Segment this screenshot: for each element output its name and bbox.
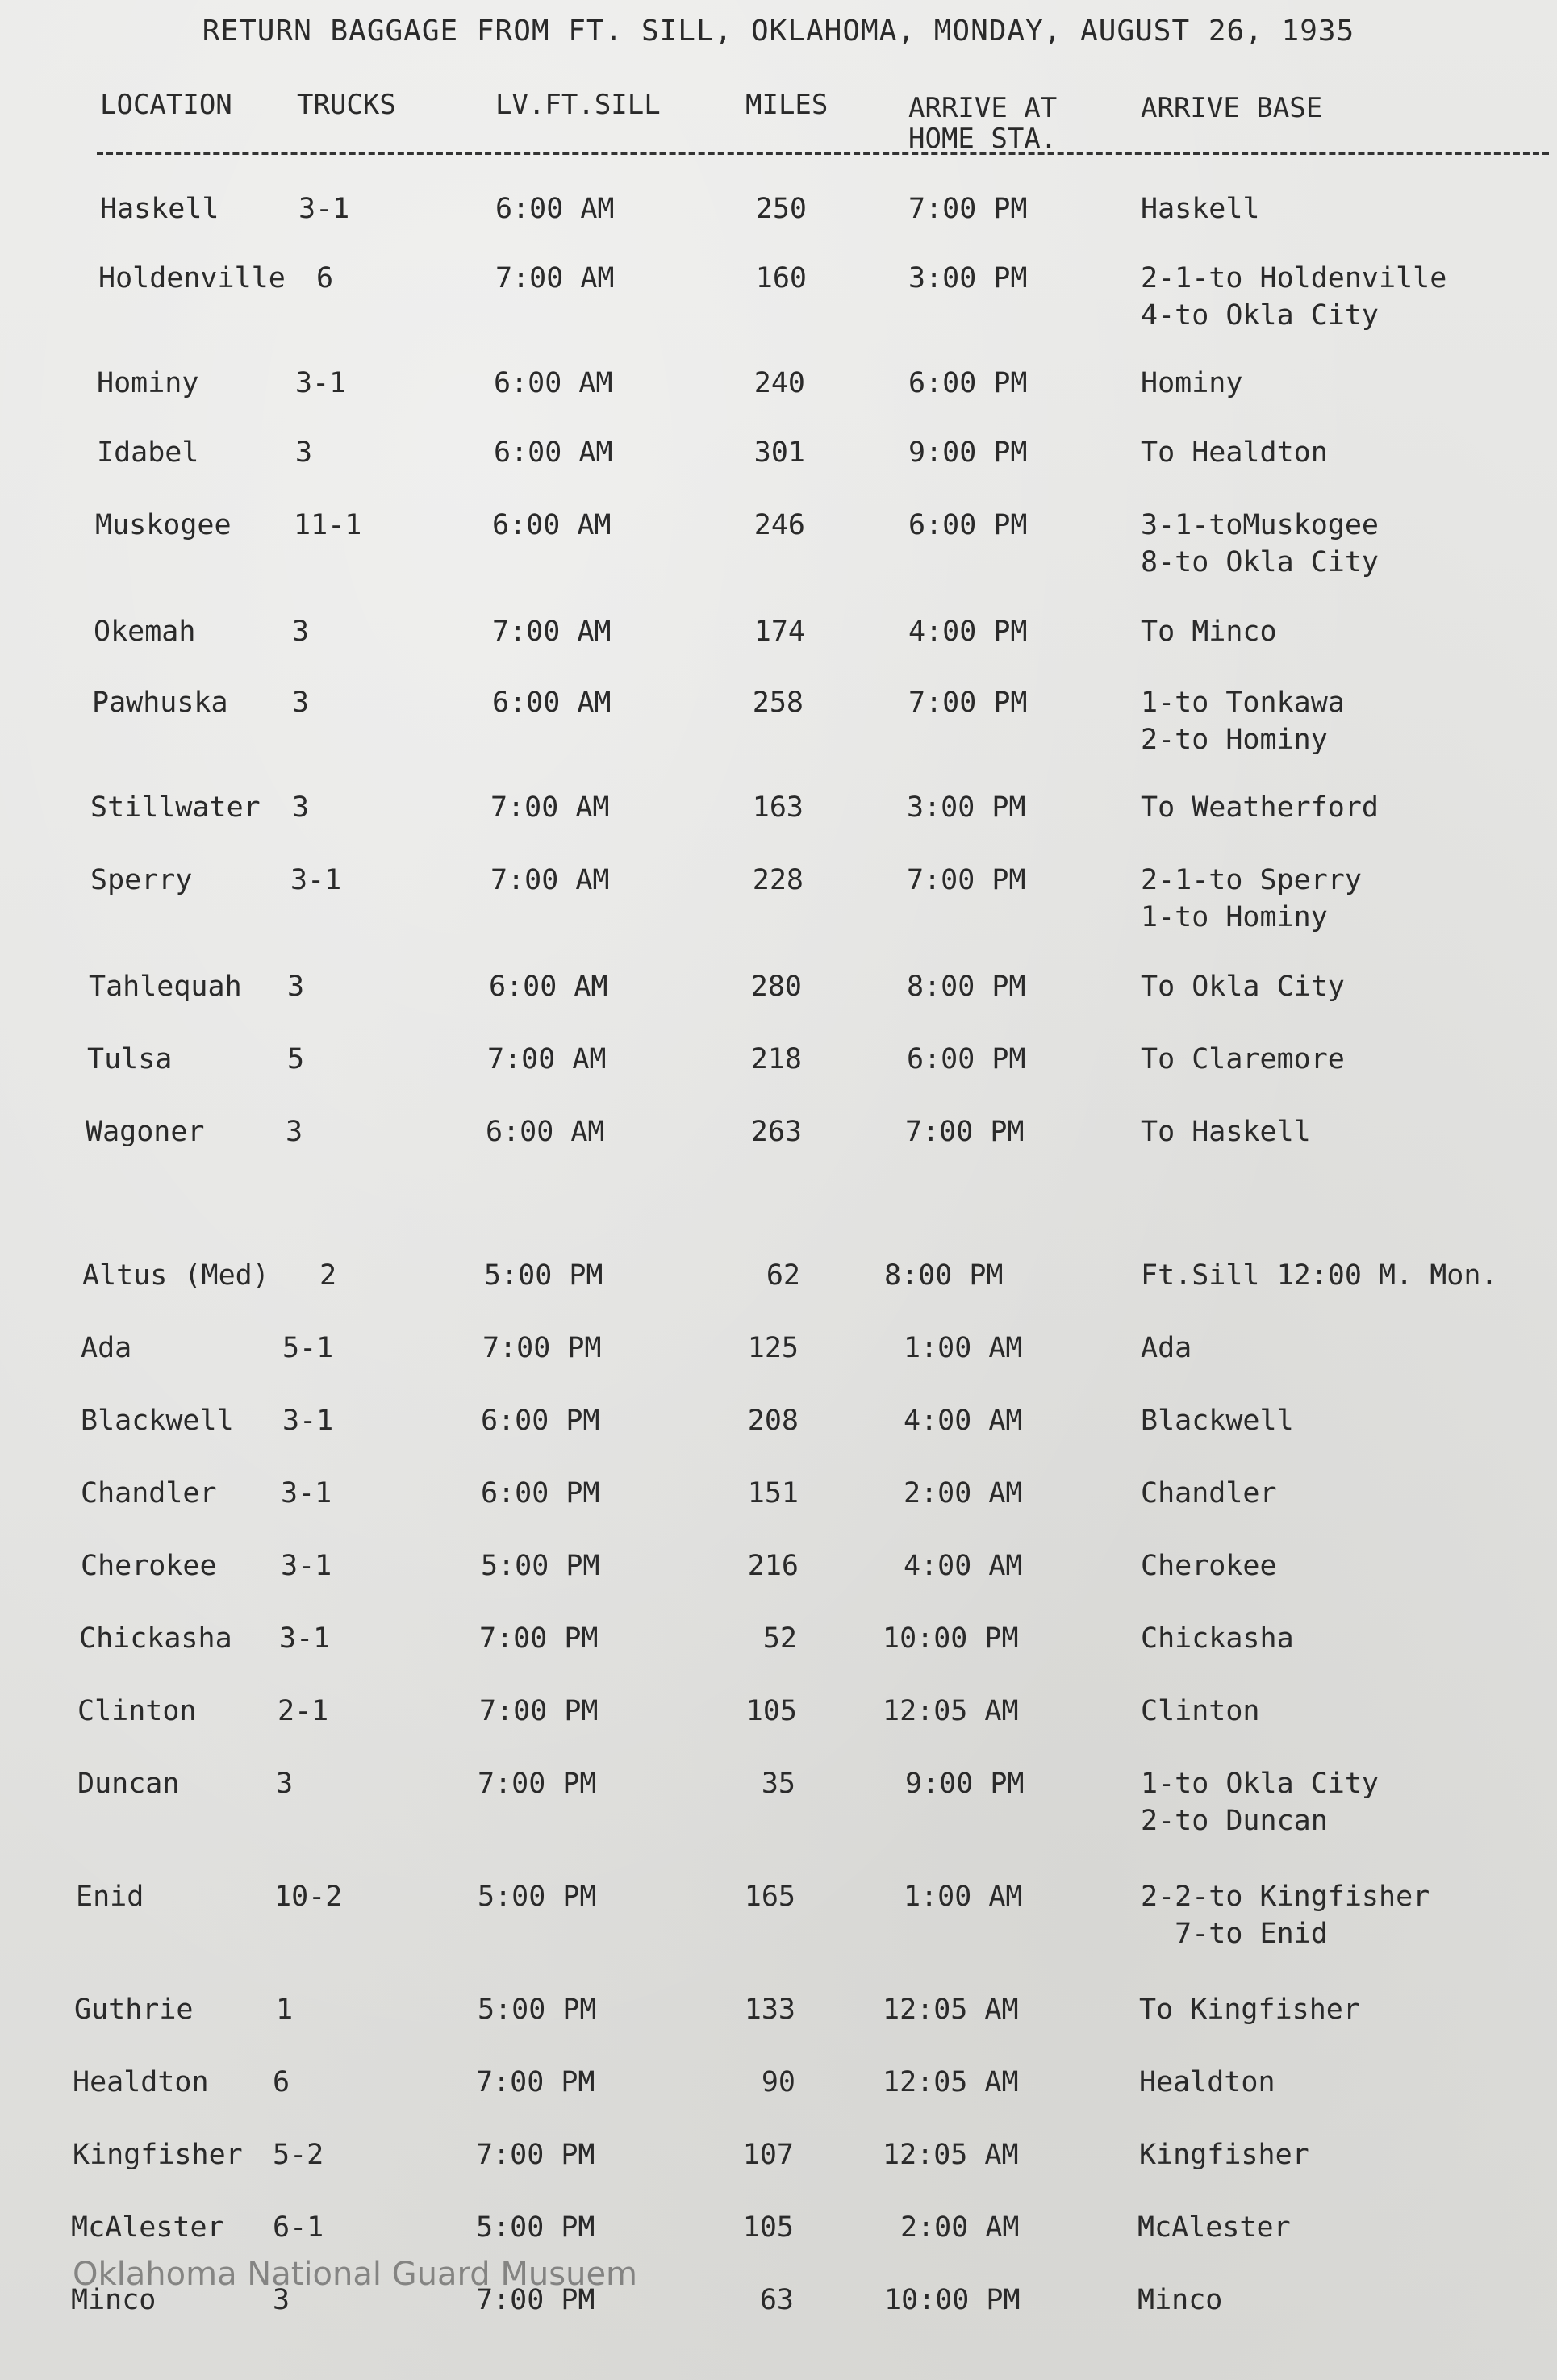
row-miles: 216 xyxy=(747,1550,799,1582)
row-trucks: 3 xyxy=(286,1116,303,1148)
row-arrive-home: 3:00 PM xyxy=(907,791,1026,824)
header-trucks: TRUCKS xyxy=(297,89,396,121)
row-arrive-home: 10:00 PM xyxy=(884,2284,1021,2316)
row-arrive-base: 7-to Enid xyxy=(1141,1918,1328,1950)
header-arrive-home-line1: ARRIVE AT xyxy=(908,92,1058,124)
row-arrive-base: 3-1-toMuskogee xyxy=(1141,509,1380,541)
row-arrive-home: 8:00 PM xyxy=(884,1259,1004,1292)
row-arrive-base: Hominy xyxy=(1141,367,1243,399)
row-arrive-home: 6:00 PM xyxy=(908,509,1028,541)
row-arrive-base: 2-to Hominy xyxy=(1141,724,1328,756)
row-leave-time: 6:00 AM xyxy=(489,971,608,1003)
row-trucks: 6 xyxy=(316,262,334,294)
row-location: Ada xyxy=(81,1332,132,1364)
row-location: Tahlequah xyxy=(89,971,242,1003)
row-arrive-base: To Haskell xyxy=(1141,1116,1311,1148)
row-miles: 52 xyxy=(762,1622,797,1655)
row-location: Blackwell xyxy=(81,1405,234,1437)
row-miles: 228 xyxy=(752,864,804,896)
row-arrive-home: 7:00 PM xyxy=(908,193,1028,225)
row-trucks: 5-1 xyxy=(282,1332,334,1364)
row-trucks: 1 xyxy=(276,1994,294,2026)
row-trucks: 3-1 xyxy=(279,1622,331,1655)
row-arrive-home: 12:05 AM xyxy=(883,2066,1019,2098)
row-arrive-base: Clinton xyxy=(1141,1695,1260,1727)
row-trucks: 3 xyxy=(295,436,313,469)
row-miles: 280 xyxy=(750,971,802,1003)
row-location: Chickasha xyxy=(79,1622,232,1655)
row-miles: 258 xyxy=(752,687,804,719)
row-arrive-home: 4:00 PM xyxy=(908,616,1028,648)
row-trucks: 2 xyxy=(319,1259,337,1292)
row-location: Okemah xyxy=(94,616,196,648)
row-arrive-home: 12:05 AM xyxy=(883,1994,1019,2026)
row-arrive-base: 1-to Okla City xyxy=(1141,1768,1380,1800)
row-arrive-base: To Okla City xyxy=(1141,971,1345,1003)
row-trucks: 3 xyxy=(287,971,305,1003)
row-miles: 105 xyxy=(745,1695,797,1727)
row-miles: 263 xyxy=(750,1116,802,1148)
row-arrive-base: Kingfisher xyxy=(1139,2139,1309,2171)
row-arrive-home: 7:00 PM xyxy=(908,687,1028,719)
row-trucks: 3-1 xyxy=(290,864,342,896)
row-arrive-home: 1:00 AM xyxy=(904,1881,1023,1913)
row-miles: 160 xyxy=(755,262,807,294)
row-arrive-home: 4:00 AM xyxy=(904,1405,1023,1437)
row-arrive-base: To Kingfisher xyxy=(1139,1994,1360,2026)
row-arrive-home: 2:00 AM xyxy=(904,1477,1023,1509)
row-arrive-base: 1-to Hominy xyxy=(1141,901,1328,933)
row-arrive-base: Ft.Sill 12:00 M. Mon. xyxy=(1141,1259,1498,1292)
row-trucks: 3-1 xyxy=(281,1550,332,1582)
row-arrive-home: 8:00 PM xyxy=(907,971,1026,1003)
document-title: RETURN BAGGAGE FROM FT. SILL, OKLAHOMA, MONDAY, AUGUST 26, 1935 xyxy=(202,15,1355,48)
row-leave-time: 7:00 PM xyxy=(479,1695,599,1727)
row-location: Enid xyxy=(76,1881,144,1913)
row-location: Cherokee xyxy=(81,1550,217,1582)
row-miles: 125 xyxy=(747,1332,799,1364)
museum-watermark: Oklahoma National Guard Musuem xyxy=(73,2256,638,2293)
row-miles: 174 xyxy=(753,616,805,648)
row-location: Haskell xyxy=(100,193,219,225)
row-location: Kingfisher xyxy=(73,2139,243,2171)
row-location: Guthrie xyxy=(74,1994,194,2026)
row-trucks: 3 xyxy=(292,687,310,719)
row-location: Healdton xyxy=(73,2066,209,2098)
row-arrive-base: Healdton xyxy=(1139,2066,1275,2098)
row-location: Pawhuska xyxy=(92,687,228,719)
row-trucks: 3-1 xyxy=(281,1477,332,1509)
row-leave-time: 7:00 PM xyxy=(479,1622,599,1655)
row-leave-time: 5:00 PM xyxy=(481,1550,600,1582)
header-leave-ft-sill: LV.FT.SILL xyxy=(495,89,661,121)
row-trucks: 3-1 xyxy=(282,1405,334,1437)
row-arrive-base: Chickasha xyxy=(1141,1622,1294,1655)
header-arrive-base: ARRIVE BASE xyxy=(1141,92,1323,124)
row-trucks: 10-2 xyxy=(274,1881,343,1913)
row-leave-time: 7:00 AM xyxy=(495,262,615,294)
row-location: Wagoner xyxy=(86,1116,205,1148)
row-trucks: 5-2 xyxy=(273,2139,324,2171)
row-trucks: 3-1 xyxy=(298,193,350,225)
row-trucks: 3 xyxy=(292,791,310,824)
row-leave-time: 5:00 PM xyxy=(484,1259,603,1292)
row-location: Holdenville xyxy=(98,262,286,294)
row-leave-time: 6:00 AM xyxy=(492,509,612,541)
row-arrive-base: Haskell xyxy=(1141,193,1260,225)
row-arrive-base: To Minco xyxy=(1141,616,1277,648)
row-location: Hominy xyxy=(97,367,199,399)
row-arrive-home: 6:00 PM xyxy=(907,1043,1026,1075)
row-arrive-home: 12:05 AM xyxy=(883,1695,1019,1727)
row-leave-time: 7:00 AM xyxy=(490,791,610,824)
row-trucks: 6-1 xyxy=(273,2211,324,2244)
row-miles: 107 xyxy=(742,2139,794,2171)
row-leave-time: 7:00 PM xyxy=(482,1332,602,1364)
row-location: Sperry xyxy=(90,864,193,896)
row-miles: 208 xyxy=(747,1405,799,1437)
row-arrive-base: To Healdton xyxy=(1141,436,1328,469)
row-trucks: 3 xyxy=(292,616,310,648)
row-arrive-base: Ada xyxy=(1141,1332,1192,1364)
row-leave-time: 7:00 AM xyxy=(487,1043,607,1075)
row-arrive-home: 1:00 AM xyxy=(904,1332,1023,1364)
row-location: Clinton xyxy=(77,1695,197,1727)
row-trucks: 5 xyxy=(287,1043,305,1075)
row-arrive-home: 10:00 PM xyxy=(883,1622,1019,1655)
row-arrive-base: 8-to Okla City xyxy=(1141,546,1380,578)
row-miles: 250 xyxy=(755,193,807,225)
row-location: Minco xyxy=(71,2284,157,2316)
row-miles: 218 xyxy=(750,1043,802,1075)
row-trucks: 3-1 xyxy=(295,367,347,399)
row-arrive-home: 12:05 AM xyxy=(883,2139,1019,2171)
header-arrive-home-line2: HOME STA. xyxy=(908,123,1058,155)
row-location: McAlester xyxy=(71,2211,224,2244)
row-location: Muskogee xyxy=(95,509,232,541)
row-miles: 240 xyxy=(753,367,805,399)
row-miles: 90 xyxy=(761,2066,795,2098)
row-arrive-base: 2-1-to Holdenville xyxy=(1141,262,1447,294)
row-arrive-base: Chandler xyxy=(1141,1477,1277,1509)
row-leave-time: 7:00 PM xyxy=(476,2284,595,2316)
row-arrive-base: Blackwell xyxy=(1141,1405,1294,1437)
row-arrive-base: 2-1-to Sperry xyxy=(1141,864,1362,896)
row-miles: 35 xyxy=(761,1768,795,1800)
row-location: Altus (Med) xyxy=(82,1259,269,1292)
row-miles: 163 xyxy=(752,791,804,824)
row-trucks: 2-1 xyxy=(278,1695,329,1727)
row-leave-time: 5:00 PM xyxy=(476,2211,595,2244)
row-leave-time: 5:00 PM xyxy=(478,1994,597,2026)
row-arrive-home: 9:00 PM xyxy=(908,436,1028,469)
row-arrive-base: McAlester xyxy=(1137,2211,1291,2244)
row-arrive-base: 2-to Duncan xyxy=(1141,1805,1328,1837)
row-location: Tulsa xyxy=(87,1043,173,1075)
row-arrive-home: 3:00 PM xyxy=(908,262,1028,294)
row-miles: 63 xyxy=(759,2284,794,2316)
row-leave-time: 6:00 AM xyxy=(494,436,613,469)
row-arrive-home: 7:00 PM xyxy=(905,1116,1025,1148)
row-miles: 301 xyxy=(753,436,805,469)
row-leave-time: 6:00 AM xyxy=(486,1116,605,1148)
row-miles: 246 xyxy=(753,509,805,541)
row-leave-time: 7:00 PM xyxy=(476,2139,595,2171)
row-arrive-base: 1-to Tonkawa xyxy=(1141,687,1345,719)
row-trucks: 6 xyxy=(273,2066,290,2098)
row-arrive-base: Minco xyxy=(1137,2284,1223,2316)
row-leave-time: 7:00 PM xyxy=(476,2066,595,2098)
row-leave-time: 6:00 AM xyxy=(492,687,612,719)
row-trucks: 11-1 xyxy=(294,509,362,541)
row-location: Stillwater xyxy=(90,791,261,824)
row-leave-time: 5:00 PM xyxy=(478,1881,597,1913)
row-arrive-base: 2-2-to Kingfisher xyxy=(1141,1881,1430,1913)
row-miles: 105 xyxy=(742,2211,794,2244)
row-arrive-home: 2:00 AM xyxy=(900,2211,1020,2244)
row-miles: 151 xyxy=(747,1477,799,1509)
row-leave-time: 7:00 AM xyxy=(492,616,612,648)
row-trucks: 3 xyxy=(276,1768,294,1800)
row-leave-time: 6:00 PM xyxy=(481,1477,600,1509)
row-arrive-home: 7:00 PM xyxy=(907,864,1026,896)
row-miles: 133 xyxy=(744,1994,795,2026)
header-divider-rule xyxy=(97,152,1549,155)
row-leave-time: 7:00 PM xyxy=(478,1768,597,1800)
row-leave-time: 7:00 AM xyxy=(490,864,610,896)
row-arrive-base: To Weatherford xyxy=(1141,791,1380,824)
row-miles: 165 xyxy=(744,1881,795,1913)
row-arrive-home: 6:00 PM xyxy=(908,367,1028,399)
row-arrive-base: 4-to Okla City xyxy=(1141,299,1380,332)
row-arrive-base: To Claremore xyxy=(1141,1043,1345,1075)
row-location: Duncan xyxy=(77,1768,180,1800)
row-arrive-home: 4:00 AM xyxy=(904,1550,1023,1582)
row-location: Idabel xyxy=(97,436,199,469)
header-miles: MILES xyxy=(745,89,829,121)
row-miles: 62 xyxy=(766,1259,800,1292)
row-arrive-home: 9:00 PM xyxy=(905,1768,1025,1800)
row-location: Chandler xyxy=(81,1477,217,1509)
row-leave-time: 6:00 PM xyxy=(481,1405,600,1437)
row-trucks: 3 xyxy=(273,2284,290,2316)
header-location: LOCATION xyxy=(100,89,232,121)
row-arrive-base: Cherokee xyxy=(1141,1550,1277,1582)
row-leave-time: 6:00 AM xyxy=(494,367,613,399)
row-leave-time: 6:00 AM xyxy=(495,193,615,225)
